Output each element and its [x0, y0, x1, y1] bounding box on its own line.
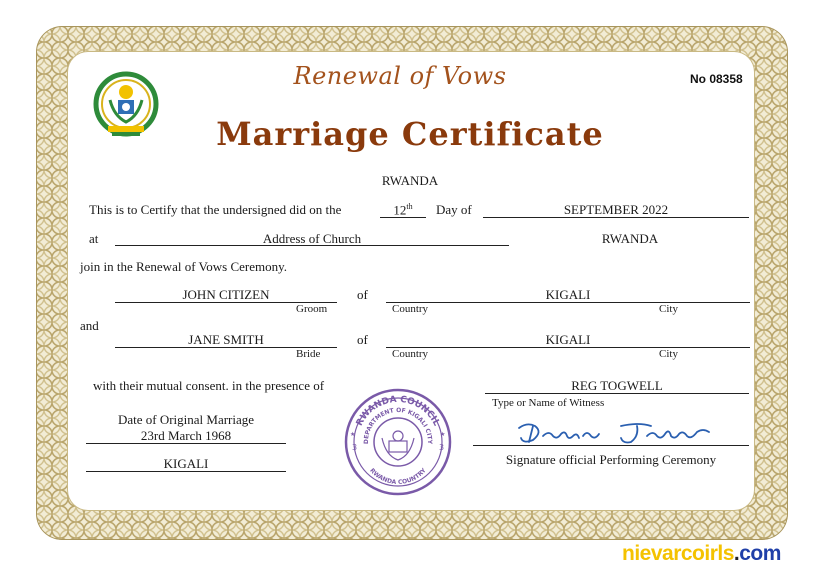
- seal-left-star-icon: ★: [350, 431, 356, 438]
- ceremony-country: RWANDA: [601, 231, 659, 246]
- original-marriage-label: Date of Original Marriage: [117, 412, 255, 427]
- svg-text:RWANDA COUNTRY: [368, 467, 428, 486]
- bride-city: KIGALI: [545, 332, 591, 347]
- bride-name: JANE SMITH: [188, 332, 264, 347]
- official-caption: Signature official Performing Ceremony: [505, 452, 717, 467]
- witness-name: REG TOGWELL: [571, 378, 663, 393]
- groom-city-label: City: [659, 303, 678, 315]
- church-address: Address of Church: [262, 231, 362, 246]
- day-of-label: Day of: [436, 202, 472, 217]
- bride-label: Bride: [296, 348, 321, 360]
- country-heading: RWANDA: [381, 173, 439, 188]
- and-label: and: [80, 318, 99, 333]
- certificate-title: Marriage Certificate: [216, 115, 604, 153]
- kigali-council-seal-icon: [342, 386, 454, 498]
- groom-label: Groom: [296, 303, 328, 315]
- join-text: join in the Renewal of Vows Ceremony.: [80, 259, 288, 274]
- seal-bottom-text: RWANDA COUNTRY: [368, 467, 428, 487]
- groom-city: KIGALI: [545, 287, 591, 302]
- bride-of: of: [357, 332, 368, 347]
- groom-country-label: Country: [392, 303, 429, 315]
- seal-right-star-icon: ★: [440, 431, 446, 438]
- original-marriage-place: KIGALI: [163, 456, 209, 471]
- certify-intro: This is to Certify that the undersigned did on the: [89, 202, 342, 217]
- seal-left-number: 3: [352, 443, 358, 452]
- at-label: at: [89, 231, 99, 246]
- groom-name: JOHN CITIZEN: [182, 287, 270, 302]
- ceremony-day: 12th: [393, 202, 413, 218]
- groom-of: of: [357, 287, 368, 302]
- seal-top-text: RWANDA COUNCIL: [354, 394, 442, 428]
- handwritten-signature: [513, 418, 713, 446]
- original-marriage-date: 23rd March 1968: [140, 428, 232, 443]
- rwanda-coat-of-arms-icon: [90, 70, 162, 142]
- certificate-number: No 08358: [690, 72, 743, 86]
- consent-text: with their mutual consent. in the presence of: [93, 378, 325, 393]
- witness-caption: Type or Name of Witness: [492, 397, 605, 409]
- seal-ring-text: DEPARTMENT OF KIGALI CITY: [362, 406, 434, 445]
- certificate-subtitle: Renewal of Vows: [293, 62, 507, 90]
- site-watermark: nievarcoirls.com: [622, 542, 781, 565]
- bride-country-label: Country: [392, 348, 429, 360]
- ceremony-month-year: SEPTEMBER 2022: [563, 202, 669, 217]
- seal-right-number: 3: [439, 443, 445, 452]
- bride-city-label: City: [659, 348, 678, 360]
